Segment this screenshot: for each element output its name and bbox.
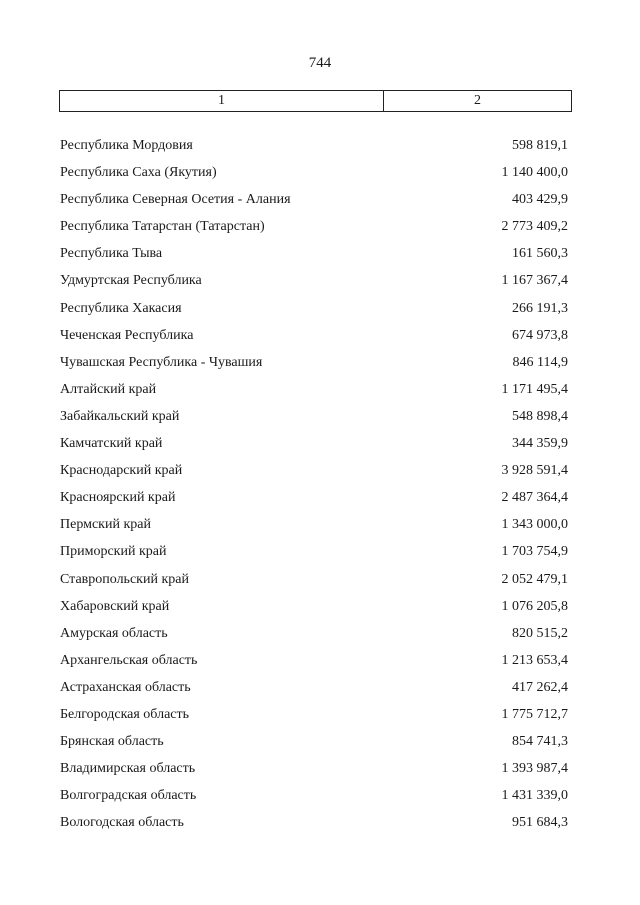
region-value: 548 898,4 [512, 408, 568, 424]
region-name: Удмуртская Республика [60, 273, 202, 289]
table-row [0, 651, 640, 678]
region-value: 344 359,9 [512, 436, 568, 452]
region-name: Республика Мордовия [60, 138, 193, 153]
region-value: 1 343 000,0 [501, 517, 568, 533]
table-row [0, 786, 640, 813]
region-name: Пермский край [60, 517, 151, 533]
region-name: Чеченская Республика [60, 327, 194, 343]
table-row [0, 434, 640, 461]
region-name: Алтайский край [60, 381, 157, 397]
table-header [59, 90, 572, 112]
region-name: Вологодская область [60, 815, 184, 831]
region-value: 820 515,2 [512, 625, 568, 641]
table-row [0, 759, 640, 786]
table-row [0, 813, 640, 840]
table-row [0, 353, 640, 380]
region-value: 951 684,3 [512, 815, 568, 831]
region-value: 1 140 400,0 [501, 165, 568, 181]
region-value: 417 262,4 [512, 679, 568, 695]
table-row [0, 570, 640, 597]
region-value: 266 191,3 [512, 300, 568, 316]
region-value: 1 703 754,9 [501, 544, 568, 560]
header-column-1: 1 [60, 91, 384, 111]
table-row [0, 271, 640, 298]
table-row [0, 136, 640, 163]
region-name: Республика Саха (Якутия) [60, 165, 217, 181]
region-name: Республика Хакасия [60, 300, 182, 316]
region-name: Брянская область [60, 734, 164, 750]
region-value: 2 487 364,4 [501, 490, 568, 506]
table-row [0, 542, 640, 569]
header-column-2: 2 [474, 93, 481, 108]
region-value: 1 775 712,7 [501, 706, 568, 722]
region-name: Республика Татарстан (Татарстан) [60, 219, 265, 235]
table-row [0, 244, 640, 271]
region-name: Белгородская область [60, 706, 190, 722]
table-row [0, 217, 640, 244]
region-name: Амурская область [60, 625, 168, 641]
region-name: Республика Тыва [60, 246, 163, 262]
table-row [0, 299, 640, 326]
table-row [0, 461, 640, 488]
region-name: Ставропольский край [60, 571, 189, 587]
table-row [0, 488, 640, 515]
table-row [0, 624, 640, 651]
table-row [0, 597, 640, 624]
region-value: 161 560,3 [512, 246, 568, 262]
table-row [0, 515, 640, 542]
region-name: Архангельская область [60, 652, 198, 668]
region-value: 1 171 495,4 [501, 381, 568, 397]
region-value: 2 052 479,1 [501, 571, 568, 587]
table-row [0, 732, 640, 759]
region-name: Республика Северная Осетия - Алания [60, 192, 291, 208]
region-name: Хабаровский край [60, 598, 170, 614]
region-name: Чувашская Республика - Чувашия [60, 354, 263, 370]
table-row [0, 407, 640, 434]
region-value: 846 114,9 [512, 354, 568, 370]
region-name: Забайкальский край [60, 408, 180, 424]
region-value: 1 431 339,0 [501, 788, 568, 804]
region-value: 1 167 367,4 [501, 273, 568, 289]
region-name: Астраханская область [60, 679, 191, 695]
region-name: Камчатский край [60, 436, 163, 452]
table-row [0, 163, 640, 190]
region-name: Приморский край [60, 544, 167, 560]
region-value: 3 928 591,4 [501, 463, 568, 479]
region-value: 1 393 987,4 [501, 761, 568, 777]
region-value: 1 213 653,4 [501, 652, 568, 668]
region-value: 2 773 409,2 [501, 219, 568, 235]
region-value: 1 076 205,8 [501, 598, 568, 614]
table-row [0, 190, 640, 217]
page-number: 744 [308, 55, 332, 71]
region-name: Волгоградская область [60, 788, 197, 804]
region-value: 854 741,3 [512, 734, 568, 750]
region-list [0, 136, 640, 840]
table-row [0, 326, 640, 353]
table-row [0, 705, 640, 732]
region-value: 674 973,8 [512, 327, 568, 343]
table-row [0, 678, 640, 705]
region-name: Красноярский край [60, 490, 176, 506]
region-value: 403 429,9 [512, 192, 568, 208]
region-name: Владимирская область [60, 761, 196, 777]
region-name: Краснодарский край [60, 463, 183, 479]
region-value: 598 819,1 [512, 138, 568, 153]
table-row [0, 380, 640, 407]
